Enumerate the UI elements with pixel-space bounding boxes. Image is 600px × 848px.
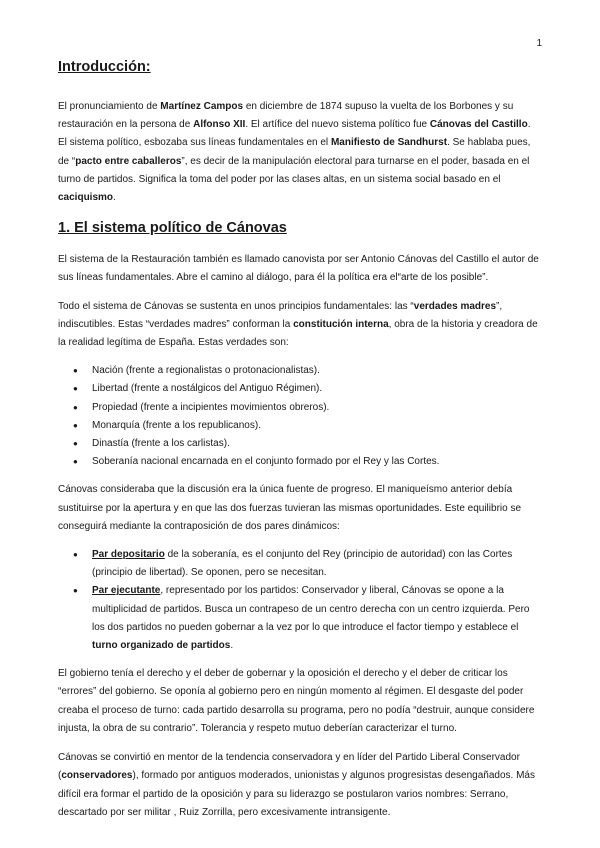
- bold-term: Cánovas del Castillo: [429, 119, 528, 131]
- list-item: ● Par depositario de la soberanía, es el conjunto del Rey (principio de autoridad) con las Cortes (principio de libertad). Se oponen, pero se necesitan.: [58, 546, 542, 582]
- list-item: ● Propiedad (frente a incipientes movimientos obreros).: [58, 399, 542, 417]
- page-number: 1: [536, 38, 542, 49]
- section-paragraph-4: El gobierno tenía el derecho y el deber de gobernar y la oposición el derecho y el deber de criticar los “errores” del gobierno. Se oponía al gobierno pero en ningún momento al régimen. El desgaste del poder creaba el proceso de turno: cada partido desarrolla su programa, pero no podía “destruir, aunque considere injusta, la obra de su contrario”. Tolerancia y respeto mutuo deberían caracterizar el turno.: [58, 668, 535, 734]
- section-paragraph-5: Cánovas se convirtió en mentor de la tendencia conservadora y en líder del Partido Liberal Conservador (conservadores), formado por antiguos moderados, unionistas y algunos progresistas desengañados. Más difícil era formar el partido de la oposición y para su liderazgo se postularon varios nombres: Serrano, descartado por ser militar , Ruiz Zorrilla, pero excesivamente intransigente.: [58, 752, 535, 818]
- list-item: ● Dinastía (frente a los carlistas).: [58, 435, 542, 453]
- bold-term: conservadores: [61, 770, 133, 782]
- bold-term: verdades madres: [413, 300, 497, 312]
- list-item: ● Nación (frente a regionalistas o protonacionalistas).: [58, 362, 542, 380]
- bold-term: Martínez Campos: [160, 101, 244, 112]
- section-heading: 1. El sistema político de Cánovas: [58, 220, 287, 237]
- verdades-list: [58, 362, 542, 471]
- list-item: ● Par ejecutante, representado por los partidos: Conservador y liberal, Cánovas se opone a la multiplicidad de partidos. Busca un contrapeso de un centro derecha con un centro izquierda. Pero los dos partidos no pueden gobernar a la vez por lo que introduce el factor tiempo y establece el turno organizado de partidos.: [58, 582, 542, 655]
- list-item: ● Libertad (frente a nostálgicos del Antiguo Régimen).: [58, 380, 542, 398]
- bold-term: Alfonso XII: [193, 119, 246, 131]
- bold-term: pacto entre caballeros: [75, 155, 182, 167]
- section-paragraph-3: Cánovas consideraba que la discusión era la única fuente de progreso. El maniqueísmo anterior debía sustituirse por la apertura y en que las dos fuerzas tuvieran las mismas oportunidades. Este equilibrio se conseguirá mediante la contraposición de dos pares dinámicos:: [58, 484, 522, 532]
- bold-term: constitución interna: [293, 318, 389, 330]
- list-item: ● Monarquía (frente a los republicanos).: [58, 417, 542, 435]
- bold-term: turno organizado de partidos: [92, 640, 231, 652]
- section-paragraph-2: Todo el sistema de Cánovas se sustenta en unos principios fundamentales: las “verdades madres”, indiscutibles. Estas “verdades madres” conforman la constitución interna, obra de la historia y creadora de la realidad legítima de España. Estas verdades son:: [58, 300, 538, 349]
- bold-term: Manifiesto de Sandhurst: [330, 137, 448, 149]
- intro-heading: Introducción:: [58, 59, 151, 75]
- pares-list: [58, 546, 542, 655]
- term-par-ejecutante: Par ejecutante: [92, 585, 161, 597]
- intro-paragraph: El pronunciamiento de Martínez Campos en diciembre de 1874 supuso la vuelta de los Borbones y su restauración en la persona de Alfonso XII. El artífice del nuevo sistema político fue Cánovas del Castillo. El sistema político, esbozaba sus líneas fundamentales en el Manifiesto de Sandhurst. Se hablaba pues, de “pacto entre caballeros”, es decir de la manipulación electoral para turnarse en el poder, basada en el turno de partidos. Significa la toma del poder por las clases altas, en un sistema social basado en el caciquismo.: [58, 101, 531, 204]
- document-body: [58, 56, 542, 832]
- section-paragraph-1: El sistema de la Restauración también es llamado canovista por ser Antonio Cánovas del Castillo el autor de sus líneas fundamentales. Abre el camino al diálogo, para él la política era el“arte de los posible”.: [58, 254, 539, 284]
- bold-term: caciquismo: [58, 192, 114, 204]
- list-item: ● Soberanía nacional encarnada en el conjunto formado por el Rey y las Cortes.: [58, 453, 542, 471]
- term-par-depositario: Par depositario: [92, 549, 165, 561]
